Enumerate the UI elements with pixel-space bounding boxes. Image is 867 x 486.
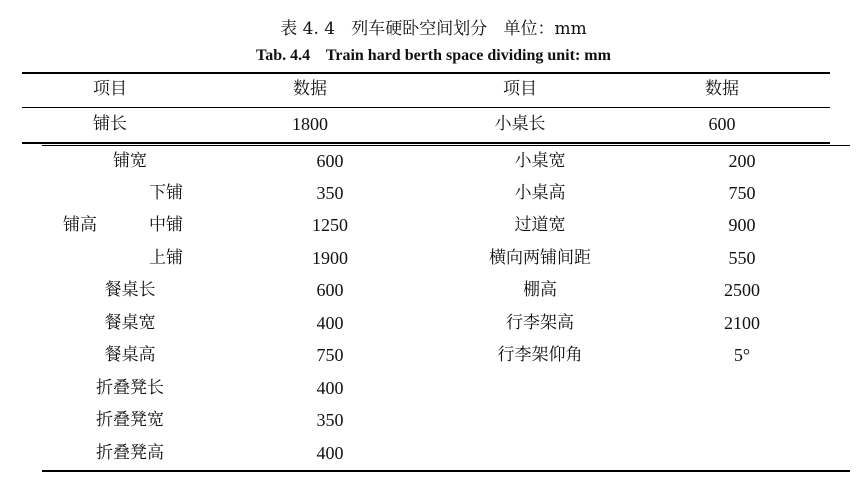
right-item-berth-spacing: 横向两铺间距 bbox=[489, 248, 591, 268]
first-row-rule-left bbox=[22, 142, 830, 144]
header-value-right: 数据 bbox=[705, 79, 739, 99]
left-value-folding-stool-width: 350 bbox=[316, 410, 344, 430]
first-row-left-value: 1800 bbox=[292, 114, 328, 134]
right-value-small-table-width: 200 bbox=[728, 151, 756, 171]
left-item-dining-table-length: 餐桌长 bbox=[104, 280, 156, 300]
right-value-berth-spacing: 550 bbox=[728, 248, 756, 268]
header-value-left: 数据 bbox=[293, 79, 327, 99]
left-item-dining-table-height: 餐桌高 bbox=[104, 345, 156, 365]
header-item-left: 项目 bbox=[93, 79, 127, 99]
right-item-aisle-width: 过道宽 bbox=[514, 215, 566, 235]
right-item-small-table-width: 小桌宽 bbox=[514, 151, 566, 171]
left-item-berth-height-group: 铺高 bbox=[63, 215, 97, 235]
right-item-small-table-height: 小桌高 bbox=[514, 183, 566, 203]
left-value-lower-berth: 350 bbox=[316, 183, 344, 203]
first-row-right-value: 600 bbox=[708, 114, 736, 134]
left-value-middle-berth: 1250 bbox=[312, 215, 348, 235]
right-value-aisle-width: 900 bbox=[728, 215, 756, 235]
top-rule bbox=[22, 72, 830, 74]
header-item-right: 项目 bbox=[503, 79, 537, 99]
left-value-folding-stool-length: 400 bbox=[316, 378, 344, 398]
right-value-ceiling-height: 2500 bbox=[724, 280, 760, 300]
left-value-dining-table-width: 400 bbox=[316, 313, 344, 333]
left-item-berth-width: 铺宽 bbox=[113, 151, 147, 171]
left-value-berth-width: 600 bbox=[316, 151, 344, 171]
left-item-folding-stool-height: 折叠凳高 bbox=[96, 443, 164, 463]
right-item-luggage-rack-angle: 行李架仰角 bbox=[497, 345, 583, 365]
left-subitem-middle-berth: 中铺 bbox=[149, 215, 183, 235]
left-value-folding-stool-height: 400 bbox=[316, 443, 344, 463]
left-subitem-lower-berth: 下铺 bbox=[149, 183, 183, 203]
bottom-rule bbox=[42, 470, 850, 472]
right-item-luggage-rack-height: 行李架高 bbox=[506, 313, 574, 333]
right-value-luggage-rack-height: 2100 bbox=[724, 313, 760, 333]
left-item-folding-stool-width: 折叠凳宽 bbox=[96, 410, 164, 430]
first-row-rule-offset bbox=[42, 145, 850, 146]
table-caption-english: Tab. 4.4 Train hard berth space dividing unit: mm bbox=[256, 47, 611, 64]
right-item-ceiling-height: 棚高 bbox=[523, 280, 557, 300]
first-row-right-item: 小桌长 bbox=[494, 114, 546, 134]
first-row-left-item: 铺长 bbox=[93, 114, 127, 134]
table-caption-chinese: 表 4. 4 列车硬卧空间划分 单位：mm bbox=[280, 19, 587, 39]
left-value-dining-table-height: 750 bbox=[316, 345, 344, 365]
left-value-dining-table-length: 600 bbox=[316, 280, 344, 300]
left-item-folding-stool-length: 折叠凳长 bbox=[96, 378, 164, 398]
header-rule bbox=[22, 107, 830, 108]
left-subitem-upper-berth: 上铺 bbox=[149, 248, 183, 268]
right-value-luggage-rack-angle: 5° bbox=[733, 345, 751, 365]
left-item-dining-table-width: 餐桌宽 bbox=[104, 313, 156, 333]
right-value-small-table-height: 750 bbox=[728, 183, 756, 203]
left-value-upper-berth: 1900 bbox=[312, 248, 348, 268]
